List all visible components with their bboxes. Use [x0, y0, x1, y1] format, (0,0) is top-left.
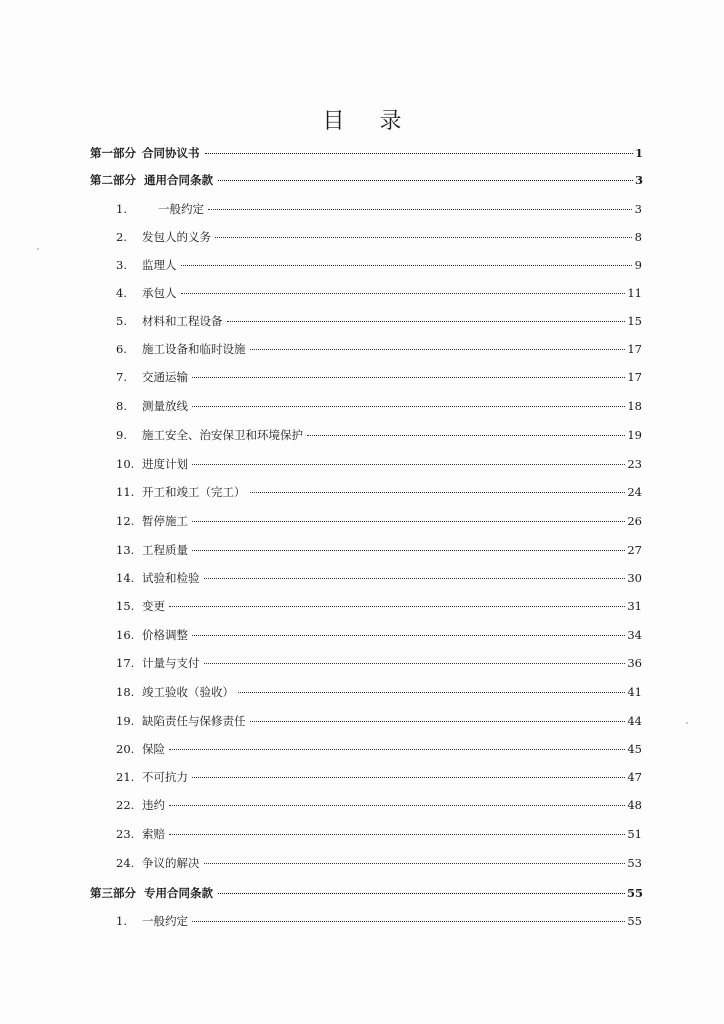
toc-item-number: 10. [116, 457, 135, 471]
toc-part-number: 第三部分 [90, 886, 136, 900]
toc-item-11[interactable] [116, 484, 642, 502]
toc-leader-dots [238, 691, 625, 693]
toc-item-label: 材料和工程设备 [142, 314, 223, 328]
scan-speck [37, 248, 39, 250]
toc-page-number: 26 [627, 514, 642, 528]
toc-item-number: 15. [116, 599, 135, 613]
toc-leader-dots [192, 520, 625, 522]
toc-leader-dots [250, 348, 626, 350]
toc-item-label: 竣工验收（验收） [142, 685, 234, 699]
page-title: 目 录 [322, 109, 416, 134]
toc-item-2[interactable] [116, 229, 642, 247]
toc-item-label: 暂停施工 [142, 514, 188, 528]
toc-page-number: 47 [627, 770, 642, 784]
toc-item-number: 4. [116, 286, 127, 300]
toc-item-number: 9. [116, 428, 127, 442]
toc-page-number: 17 [627, 370, 642, 384]
toc-item-1[interactable] [116, 201, 642, 219]
toc-item-6[interactable] [116, 341, 642, 359]
toc-item-21[interactable] [116, 769, 642, 787]
toc-part-2[interactable] [90, 172, 643, 190]
toc-page-number: 34 [627, 628, 642, 642]
toc-item-9[interactable] [116, 427, 642, 445]
toc-item-label: 开工和竣工（完工） [142, 485, 246, 499]
toc-item-14[interactable] [116, 570, 642, 588]
toc-item-label: 工程质量 [142, 543, 188, 557]
toc-page-number: 55 [626, 886, 643, 900]
toc-leader-dots [204, 862, 626, 864]
toc-item-label: 缺陷责任与保修责任 [142, 714, 246, 728]
toc-leader-dots [204, 577, 626, 579]
toc-item-number: 16. [116, 628, 135, 642]
toc-item-number: 22. [116, 798, 135, 812]
toc-item-3[interactable] [116, 257, 642, 275]
toc-page-number: 44 [627, 714, 642, 728]
toc-item-18[interactable] [116, 684, 642, 702]
toc-page-number: 9 [634, 258, 642, 272]
toc-page-number: 18 [627, 399, 642, 413]
toc-item-label: 违约 [142, 798, 165, 812]
toc-item-number: 21. [116, 770, 135, 784]
toc-item-19[interactable] [116, 713, 642, 731]
toc-page-number: 55 [627, 914, 642, 928]
toc-item-number: 23. [116, 827, 135, 841]
toc-item-number: 8. [116, 399, 127, 413]
toc-leader-dots [192, 376, 625, 378]
toc-leader-dots [205, 152, 633, 154]
toc-item-number: 7. [116, 370, 127, 384]
toc-part-number: 第一部分 [90, 146, 136, 160]
toc-item-label: 测量放线 [142, 399, 188, 413]
toc-leader-dots [169, 748, 625, 750]
toc-page-number: 53 [627, 856, 642, 870]
toc-item-label: 承包人 [142, 286, 177, 300]
toc-item-number: 18. [116, 685, 135, 699]
toc-item-23[interactable] [116, 826, 642, 844]
toc-item-label: 发包人的义务 [142, 230, 211, 244]
toc-page-number: 8 [634, 230, 642, 244]
toc-item-16[interactable] [116, 627, 642, 645]
toc-page-number: 15 [627, 314, 642, 328]
toc-page-number: 45 [627, 742, 642, 756]
toc-part-label: 合同协议书 [142, 146, 200, 160]
toc-page-number: 24 [627, 485, 642, 499]
toc-item-label: 价格调整 [142, 628, 188, 642]
toc-item-5[interactable] [116, 313, 642, 331]
toc-item-number: 24. [116, 856, 135, 870]
toc-page-number: 23 [627, 457, 642, 471]
toc-leader-dots [204, 662, 626, 664]
toc-page-number: 11 [627, 286, 642, 300]
toc-item-label: 施工安全、治安保卫和环境保护 [142, 428, 303, 442]
toc-item-15[interactable] [116, 598, 642, 616]
toc-item-label: 一般约定 [158, 202, 204, 216]
toc-item-label: 交通运输 [142, 370, 188, 384]
toc-item-label: 保险 [142, 742, 165, 756]
toc-item-label: 变更 [142, 599, 165, 613]
toc-leader-dots [218, 892, 625, 894]
toc-part-label: 专用合同条款 [144, 886, 213, 900]
toc-item-label: 施工设备和临时设施 [142, 342, 246, 356]
toc-leader-dots [215, 236, 632, 238]
toc-page-number: 31 [627, 599, 642, 613]
toc-page-number: 17 [627, 342, 642, 356]
toc-leader-dots [250, 720, 626, 722]
toc-page-number: 41 [627, 685, 642, 699]
toc-item-number: 14. [116, 571, 135, 585]
toc-item-number: 5. [116, 314, 127, 328]
toc-leader-dots [169, 804, 625, 806]
toc-item-number: 1. [116, 202, 127, 216]
toc-leader-dots [181, 292, 626, 294]
toc-item-20[interactable] [116, 741, 642, 759]
toc-item-label: 争议的解决 [142, 856, 200, 870]
toc-item-4[interactable] [116, 285, 642, 303]
toc-item-number: 20. [116, 742, 135, 756]
toc-part-number: 第二部分 [90, 173, 136, 187]
toc-page-number: 1 [634, 146, 643, 160]
toc-page-number: 36 [627, 656, 642, 670]
toc-item-25[interactable] [116, 913, 642, 931]
toc-part-1[interactable] [90, 145, 643, 163]
toc-leader-dots [192, 634, 625, 636]
toc-leader-dots [307, 434, 625, 436]
toc-item-number: 1. [116, 914, 127, 928]
toc-page-number: 3 [634, 173, 643, 187]
toc-page-number: 3 [634, 202, 642, 216]
toc-item-number: 19. [116, 714, 135, 728]
toc-item-number: 12. [116, 514, 135, 528]
toc-item-17[interactable] [116, 655, 642, 673]
toc-leader-dots [218, 179, 633, 181]
toc-item-number: 17. [116, 656, 135, 670]
toc-leader-dots [192, 549, 625, 551]
toc-item-22[interactable] [116, 797, 642, 815]
toc-leader-dots [169, 833, 625, 835]
toc-page-number: 48 [627, 798, 642, 812]
toc-item-label: 一般约定 [142, 914, 188, 928]
toc-page-number: 27 [627, 543, 642, 557]
scan-speck [686, 722, 688, 724]
toc-item-label: 监理人 [142, 258, 177, 272]
toc-item-8[interactable] [116, 398, 642, 416]
toc-leader-dots [192, 463, 625, 465]
toc-item-label: 不可抗力 [142, 770, 188, 784]
toc-item-number: 3. [116, 258, 127, 272]
toc-item-number: 13. [116, 543, 135, 557]
toc-leader-dots [208, 208, 632, 210]
toc-item-12[interactable] [116, 513, 642, 531]
toc-page-number: 19 [627, 428, 642, 442]
toc-page-number: 30 [627, 571, 642, 585]
toc-leader-dots [227, 320, 626, 322]
toc-item-number: 11. [116, 485, 135, 499]
toc-leader-dots [250, 491, 626, 493]
toc-page-number: 51 [627, 827, 642, 841]
toc-item-label: 索赔 [142, 827, 165, 841]
toc-leader-dots [192, 405, 625, 407]
toc-item-label: 计量与支付 [142, 656, 200, 670]
toc-leader-dots [169, 605, 625, 607]
toc-leader-dots [192, 776, 625, 778]
toc-leader-dots [192, 920, 625, 922]
toc-part-3[interactable] [90, 885, 643, 903]
toc-item-10[interactable] [116, 456, 642, 474]
toc-item-number: 2. [116, 230, 127, 244]
toc-leader-dots [181, 264, 633, 266]
toc-item-number: 6. [116, 342, 127, 356]
toc-item-label: 进度计划 [142, 457, 188, 471]
toc-item-label: 试验和检验 [142, 571, 200, 585]
toc-item-24[interactable] [116, 855, 642, 873]
toc-part-label: 通用合同条款 [144, 173, 213, 187]
toc-item-13[interactable] [116, 542, 642, 560]
toc-item-7[interactable] [116, 369, 642, 387]
